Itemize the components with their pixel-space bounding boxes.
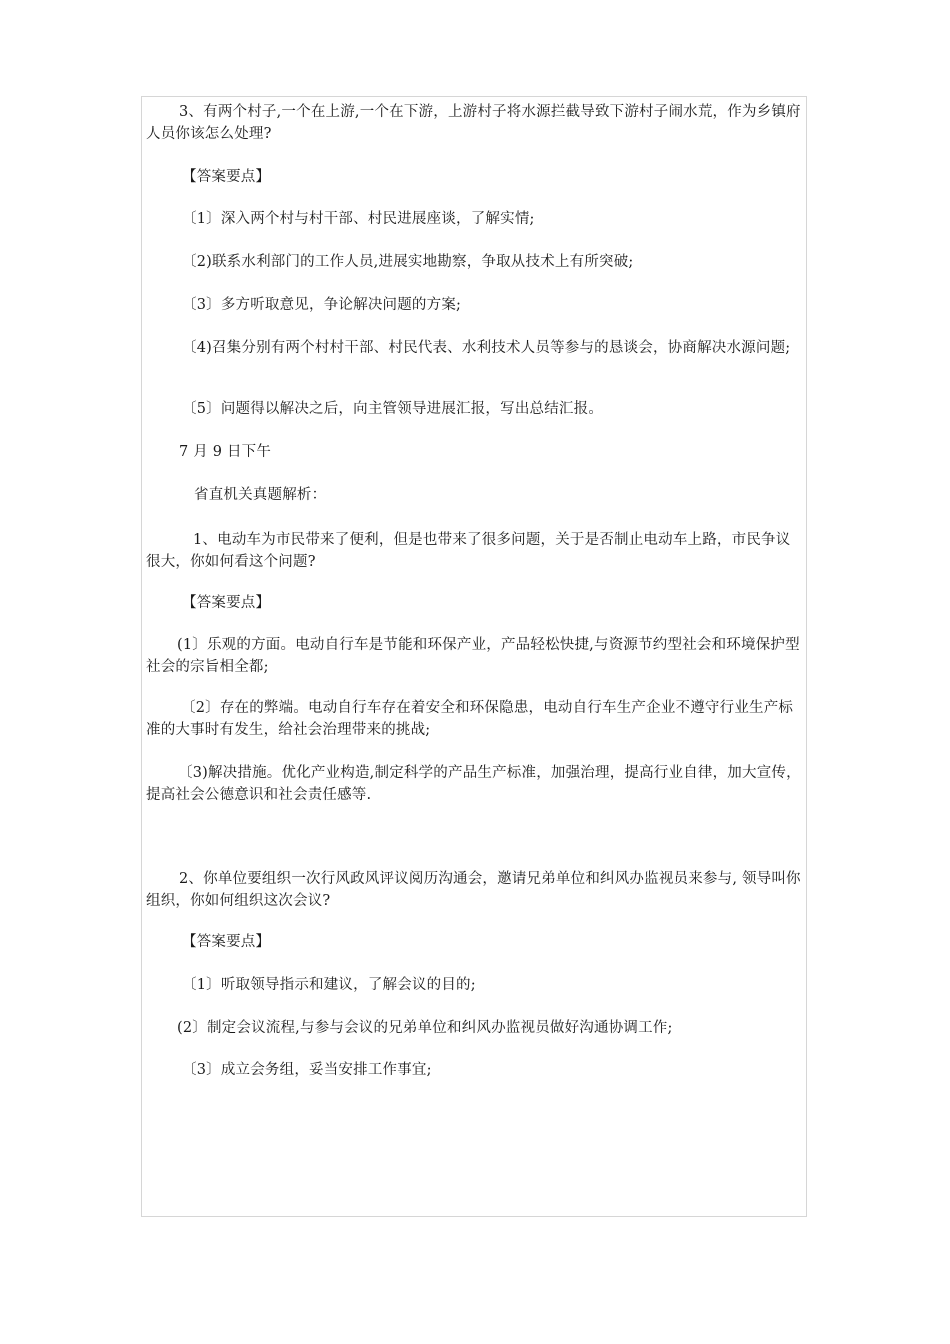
answer-point: 〔3)解决措施。优化产业构造,制定科学的产品生产标准，加强治理，提高行业自律，加大宣传，提高社会公德意识和社会责任感等. [146,765,801,803]
answer-point: 〔4)召集分别有两个村村干部、村民代表、水利技术人员等参与的恳谈会，协商解决水源问题; [182,340,791,356]
answer-point: 〔3〕多方听取意见，争论解决问题的方案; [182,297,462,313]
date-line: 7 月 9 日下午 [179,444,272,460]
answer-heading: 【答案要点】 [182,169,271,185]
answer-point: 〔2〕存在的弊端。电动自行车存在着安全和环保隐患，电动自行车生产企业不遵守行业生产标准的大事时有发生，给社会治理带来的挑战; [146,700,794,738]
answer-point: 〔2)联系水利部门的工作人员,进展实地勘察，争取从技术上有所突破; [182,254,634,270]
answer-heading: 【答案要点】 [182,934,271,950]
question-1: 1、电动车为市民带来了便利，但是也带来了很多问题，关于是否制止电动车上路，市民争议很大，你如何看这个问题? [146,532,791,570]
answer-point: 〔5〕问题得以解决之后，向主管领导进展汇报，写出总结汇报。 [182,401,604,417]
section-heading: 省直机关真题解析： [194,487,327,503]
answer-point: (1〕乐观的方面。电动自行车是节能和环保产业，产品轻松快捷,与资源节约型社会和环境保护型社会的宗旨相全都; [146,637,800,675]
question-3: 3、有两个村子,一个在上游,一个在下游，上游村子将水源拦截导致下游村子闹水荒，作为乡镇府人员你该怎么处理? [146,104,801,142]
answer-point: 〔1〕听取领导指示和建议，了解会议的目的; [182,977,476,993]
answer-point: (2〕制定会议流程,与参与会议的兄弟单位和纠风办监视员做好沟通协调工作; [177,1020,673,1036]
answer-point: 〔1〕深入两个村与村干部、村民进展座谈，了解实情; [182,211,535,227]
answer-point: 〔3〕成立会务组，妥当安排工作事宜; [182,1062,432,1078]
answer-heading: 【答案要点】 [182,595,271,611]
question-2: 2、你单位要组织一次行风政风评议阅历沟通会，邀请兄弟单位和纠风办监视员来参与, 领导叫你组织，你如何组织这次会议? [146,871,801,909]
